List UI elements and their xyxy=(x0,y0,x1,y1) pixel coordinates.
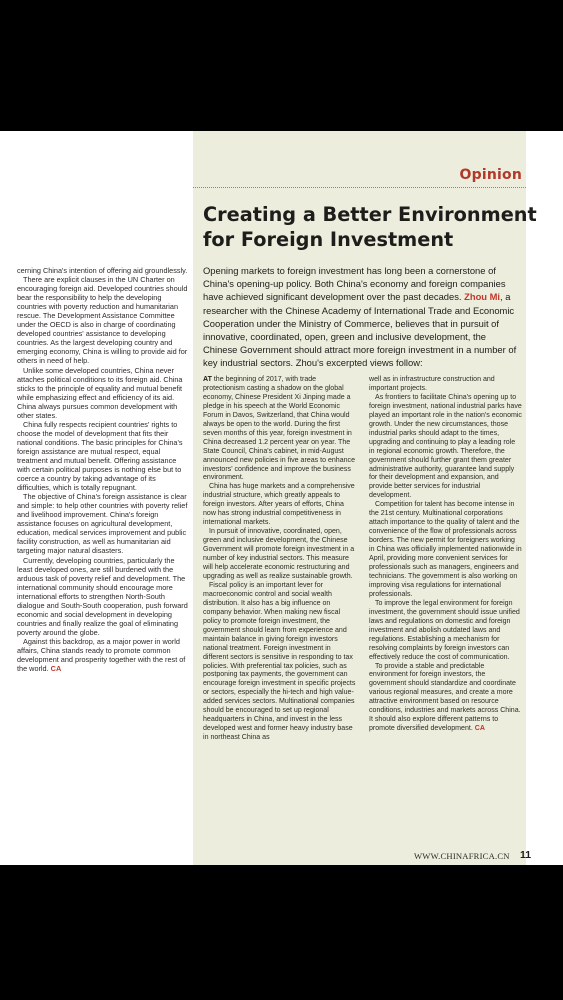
body-paragraph: Competition for talent has become intense in the 21st century. Multinational corporations attach importance to the quality of talent and the convenience of the flow of professionals across borders. The new permit for foreigners working in China was officially implemented nationwide in April, providing more convenient services for professionals such as managers, engineers and technicians. The government is also working on improving visa regulations for international professionals. xyxy=(369,501,522,598)
deck-author-bio: , a researcher with the Chinese Academy of International Trade and Economic Cooperation under the Ministry of Commerce, believes that in pursuit of innovative, coordinated, open, green and inclusive development, the Chinese Government should attract more foreign investment in a number of key industrial sectors. Zhou's excerpted views follow: xyxy=(203,291,517,369)
body-column-1 xyxy=(203,376,356,743)
body-paragraph-continued: well as in infrastructure construction and important projects. xyxy=(369,376,495,392)
body-column-2 xyxy=(369,376,522,734)
section-divider xyxy=(193,187,526,188)
page-number: 11 xyxy=(520,849,532,861)
left-paragraph-final xyxy=(17,637,188,673)
headline-line-1: Creating a Better Environment xyxy=(203,203,537,226)
left-paragraph: cerning China's intention of offering aid groundlessly. xyxy=(17,266,188,275)
body-paragraph-text: To provide a stable and predictable environment for foreign investors, the government should standardize and coordinate various regional measures, and create a more attractive environment based on resource conditions, industries and markets across China. It should also explore different patterns to promote diversified development. xyxy=(369,662,521,733)
footer-website-url: WWW.CHINAFRICA.CN xyxy=(414,851,510,861)
body-paragraph: In pursuit of innovative, coordinated, open, green and inclusive development, the Chinese Government will promote foreign investment in a number of key industrial sectors. This measure will help accelerate economic restructuring and upgrading as well as realize sustainable growth. xyxy=(203,528,355,580)
left-paragraph: China fully respects recipient countries' rights to choose the model of development that fits their national conditions. The basic principles for China's foreign assistance are mutual respect, equal treatment and mutual benefit. Offering assistance with certain political purposes is nothing else but to coerce a country by taking advantage of its difficulties, which is totally repugnant. xyxy=(17,419,183,493)
body-paragraph-final xyxy=(369,663,522,735)
left-paragraph: There are explicit clauses in the UN Charter on encouraging foreign aid. Developed countries should bear the responsibility to help the developing countries with poverty reduction and humanitarian rescue. The Development Assistance Committee under the OECD is also in charge of coordinating developed countries' assistance to developing countries. As the largest developing country and emerging economy, China is willing to provide aid for others in need of help. xyxy=(17,275,188,366)
left-article-column xyxy=(17,266,188,673)
lead-text: the beginning of 2017, with trade protectionism casting a shadow on the global economy, Chinese President Xi Jinping made a pledge in his speech at the World Economic Forum in Davos, Switzerland, that China would always be open to the world. During the first seven months of this year, foreign investment in China decreased 1.2 percent year on year. The State Council, China's cabinet, in mid-August announced new policies in five areas to enhance investors' confidence and improve the business environment. xyxy=(203,376,356,482)
author-name: Zhou Mi xyxy=(464,291,501,303)
body-paragraph: To improve the legal environment for foreign investment, the government should issue unified laws and regulations on domestic and foreign investment and abolish outdated laws and regulations. Establishing a mechanism for resolving complaints by foreign investors can effectively reduce the cost of communication. xyxy=(369,599,520,661)
headline-line-2: for Foreign Investment xyxy=(203,228,454,251)
left-paragraph: The objective of China's foreign assistance is clear and simple: to help other countries with poverty relief and livelihood improvement. China's foreign assistance focuses on agricultural development, education, medical services improvement and public facility construction, as well as humanitarian aid targeting major natural disasters. xyxy=(17,492,188,556)
left-paragraph: Currently, developing countries, particularly the least developed ones, are still burdened with the arduous task of poverty relief and development. The international community should encourage more international efforts to strengthen North-South dialogue and South-South cooperation, push forward economic and social development in developing countries and finally realize the goal of eliminating poverty around the globe. xyxy=(17,555,188,637)
section-label: Opinion xyxy=(459,167,522,183)
ca-end-mark: CA xyxy=(474,725,485,733)
article-headline xyxy=(203,202,537,252)
article-deck xyxy=(203,264,521,370)
body-paragraph: China has huge markets and a comprehensive industrial structure, which greatly appeals to foreign investors. After years of efforts, China now has strong industrial competitiveness in international markets. xyxy=(203,483,355,527)
magazine-page xyxy=(0,131,563,865)
body-paragraph: Fiscal policy is an important lever for macroeconomic control and social wealth distribution. It also has a big influence on company behavior. When making new fiscal policy to promote foreign investment, the government should learn from experience and maintain balance in giving foreign investors national treatment. Foreign investment in different sectors is sensitive in responding to tax policies. With preferential tax policies, such as postponing tax payments, the government can encourage foreign investment in specific projects or sectors, especially the hi-tech and high value-added services sectors. Multinational companies should be encouraged to set up regional headquarters in China, and invest in the less developed west and former heavy industry base in northeast China as xyxy=(203,581,356,742)
lead-paragraph xyxy=(203,376,356,483)
deck-intro: Opening markets to foreign investment has long been a cornerstone of China's opening-up policy. Both China's economy and foreign companies have achieved significant development over the past decades. xyxy=(203,265,506,303)
left-paragraph-text: Against this backdrop, as a major power in world affairs, China stands ready to promote common development and prosperity together with the rest of the world. xyxy=(17,636,186,674)
drop-cap: AT xyxy=(203,376,212,383)
left-paragraph: Unlike some developed countries, China never attaches political conditions to its foreign aid. China sticks to the principle of equality and mutual benefit while emphasizing effect and efficiency of its aid. China always pursues common development with other states. xyxy=(17,365,183,420)
opinion-panel xyxy=(193,131,537,865)
ca-end-mark: CA xyxy=(50,664,62,674)
body-paragraph: As frontiers to facilitate China's opening up to foreign investment, national industrial parks have played an important role in the nation's economic growth. Under the new circumstances, those industrial parks should adapt to the times, upgrading and continuing to play a leading role in regional economic growth. Therefore, the government should further grant them greater administrative authority, guarantee land supply for their development and expansion, and provide better services for industrial development. xyxy=(369,393,522,500)
